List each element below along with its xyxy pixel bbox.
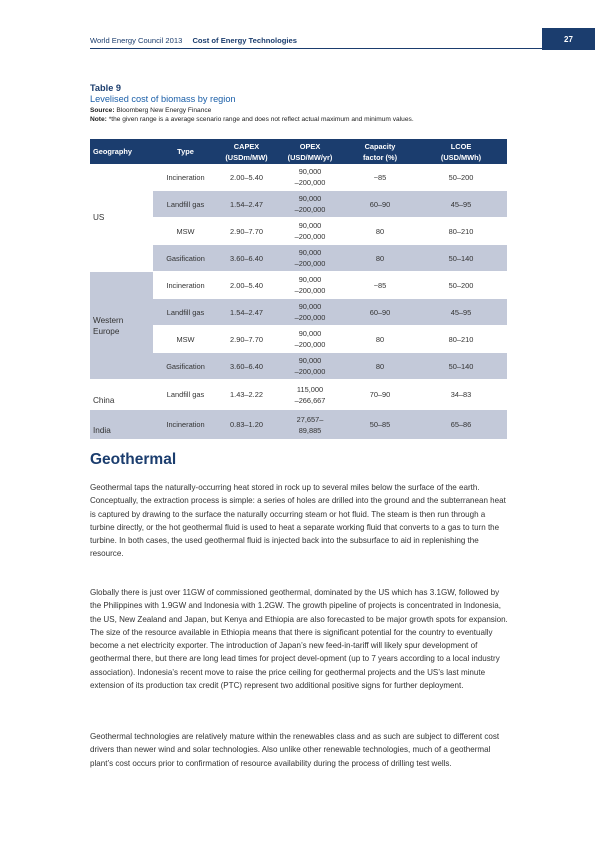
table-note bbox=[90, 116, 414, 123]
lcoe-cell: 50–200 bbox=[415, 272, 507, 299]
table-source bbox=[90, 107, 211, 114]
capex-cell: 1.54–2.47 bbox=[218, 299, 275, 326]
capex-cell: 1.43–2.22 bbox=[218, 380, 275, 410]
source-text: Bloomberg New Energy Finance bbox=[116, 107, 212, 114]
opex-cell: 27,657– 89,885 bbox=[275, 410, 345, 440]
type-cell: Gasification bbox=[153, 353, 218, 380]
capacity-cell: 60–90 bbox=[345, 299, 415, 326]
lcoe-cell: 50–140 bbox=[415, 245, 507, 272]
capacity-cell: 80 bbox=[345, 353, 415, 380]
lcoe-cell: 50–200 bbox=[415, 164, 507, 191]
type-cell: Landfill gas bbox=[153, 380, 218, 410]
paragraph: Globally there is just over 11GW of commissioned geothermal, dominated by the US which has 3.1GW, followed by the Philippines with 1.9GW and Indonesia with 1.2GW. The growth pipeline of projects is concentrated in Indonesia, the US, New Zealand and Japan, but Kenya and Ethiopia are also forecasted to be major growth spots for expansion. The size of the resource available in Ethiopia means that there is significant potential for the country to eventually become a net electricity exporter. The introduction of Japan’s new feed-in-tariff will likely spur development of geothermal there, but there are long lead times for project devel-opment (up to 7 years according to a local industry association). Indonesia’s recent move to raise the price ceiling for geothermal projects and the US’s last minute extension of its production tax credit (PTC) represent two additional positive signs for further deployment. bbox=[90, 588, 508, 691]
table-row bbox=[90, 272, 507, 299]
capex-cell: 2.00–5.40 bbox=[218, 272, 275, 299]
paragraph: Geothermal technologies are relatively mature within the renewables class and as such are subject to different cost drivers than newer wind and solar technologies. Also unlike other renewable technologies, much of a geothermal plant’s cost occurs prior to confirmation of resource availability during the process of drilling test wells. bbox=[90, 732, 500, 768]
geo-cell-india: India bbox=[90, 410, 153, 440]
header-org: World Energy Council 2013 bbox=[90, 36, 183, 45]
section-heading: Geothermal bbox=[90, 451, 177, 468]
paragraph: Geothermal taps the naturally-occurring heat stored in rock up to several miles below the surface of the earth. Conceptually, the extraction process is simple: a series of holes are drilled into the ground and the subterranean heat is captured by drawing to the surface the naturally occurring steam or hot fluid. The steam is then run through a turbine directly, or the hot geothermal fluid is used to heat a separate working fluid that converts to a gas to turn the turbine. In both cases, the used geothermal fluid is injected back into the subsurface to aid in replenishing the resource. bbox=[90, 483, 506, 559]
note-label: Note: bbox=[90, 116, 107, 123]
type-cell: MSW bbox=[153, 326, 218, 353]
opex-cell: 90,000 –200,000 bbox=[275, 272, 345, 299]
geo-cell-china: China bbox=[90, 380, 153, 410]
opex-cell: 90,000 –200,000 bbox=[275, 353, 345, 380]
header-rule bbox=[90, 48, 542, 49]
table-row bbox=[90, 353, 507, 380]
type-cell: Incineration bbox=[153, 410, 218, 440]
type-cell: Landfill gas bbox=[153, 191, 218, 218]
table-row bbox=[90, 191, 507, 218]
capacity-cell: 60–90 bbox=[345, 191, 415, 218]
table-row bbox=[90, 164, 507, 191]
capex-cell: 2.00–5.40 bbox=[218, 164, 275, 191]
lcoe-cell: 45–95 bbox=[415, 299, 507, 326]
opex-cell: 90,000 –200,000 bbox=[275, 326, 345, 353]
table-row bbox=[90, 299, 507, 326]
type-cell: MSW bbox=[153, 218, 218, 245]
opex-cell: 90,000 –200,000 bbox=[275, 164, 345, 191]
opex-cell: 90,000 –200,000 bbox=[275, 191, 345, 218]
lcoe-cell: 80–210 bbox=[415, 218, 507, 245]
lcoe-cell: 80–210 bbox=[415, 326, 507, 353]
table-row bbox=[90, 326, 507, 353]
capex-cell: 3.60–6.40 bbox=[218, 245, 275, 272]
type-cell: Incineration bbox=[153, 272, 218, 299]
opex-cell: 90,000 –200,000 bbox=[275, 299, 345, 326]
capex-cell: 2.90–7.70 bbox=[218, 218, 275, 245]
capacity-cell: 80 bbox=[345, 245, 415, 272]
page-number: 27 bbox=[542, 28, 595, 50]
col-header-lcoe: LCOE (USD/MWh) bbox=[415, 139, 507, 164]
capex-cell: 3.60–6.40 bbox=[218, 353, 275, 380]
capex-cell: 0.83–1.20 bbox=[218, 410, 275, 440]
lcoe-cell: 45–95 bbox=[415, 191, 507, 218]
geo-cell-western-europe: Western Europe bbox=[90, 272, 153, 380]
table-header-row bbox=[90, 139, 507, 164]
capex-cell: 2.90–7.70 bbox=[218, 326, 275, 353]
note-text: *the given range is a average scenario range and does not reflect actual maximum and minimum values. bbox=[108, 116, 414, 123]
capacity-cell: 80 bbox=[345, 326, 415, 353]
col-header-capacity: Capacity factor (%) bbox=[345, 139, 415, 164]
capacity-cell: 70–90 bbox=[345, 380, 415, 410]
col-header-capex: CAPEX (USDm/MW) bbox=[218, 139, 275, 164]
table-label: Table 9 bbox=[90, 83, 121, 93]
col-header-type: Type bbox=[153, 139, 218, 164]
lcoe-cell: 34–83 bbox=[415, 380, 507, 410]
table-row bbox=[90, 218, 507, 245]
biomass-cost-table bbox=[90, 139, 507, 439]
table-row bbox=[90, 380, 507, 410]
capacity-cell: 50–85 bbox=[345, 410, 415, 440]
table-row bbox=[90, 410, 507, 440]
lcoe-cell: 50–140 bbox=[415, 353, 507, 380]
opex-cell: 115,000 –266,667 bbox=[275, 380, 345, 410]
header-title: Cost of Energy Technologies bbox=[192, 36, 297, 45]
opex-cell: 90,000 –200,000 bbox=[275, 218, 345, 245]
capacity-cell: 80 bbox=[345, 218, 415, 245]
lcoe-cell: 65–86 bbox=[415, 410, 507, 440]
table-row bbox=[90, 245, 507, 272]
type-cell: Incineration bbox=[153, 164, 218, 191]
capacity-cell: ~85 bbox=[345, 164, 415, 191]
source-label: Source: bbox=[90, 107, 115, 114]
capex-cell: 1.54–2.47 bbox=[218, 191, 275, 218]
table-title: Levelised cost of biomass by region bbox=[90, 94, 236, 104]
col-header-geography: Geography bbox=[90, 139, 153, 164]
type-cell: Landfill gas bbox=[153, 299, 218, 326]
type-cell: Gasification bbox=[153, 245, 218, 272]
capacity-cell: ~85 bbox=[345, 272, 415, 299]
opex-cell: 90,000 –200,000 bbox=[275, 245, 345, 272]
geo-cell-us: US bbox=[90, 164, 153, 272]
col-header-opex: OPEX (USD/MW/yr) bbox=[275, 139, 345, 164]
